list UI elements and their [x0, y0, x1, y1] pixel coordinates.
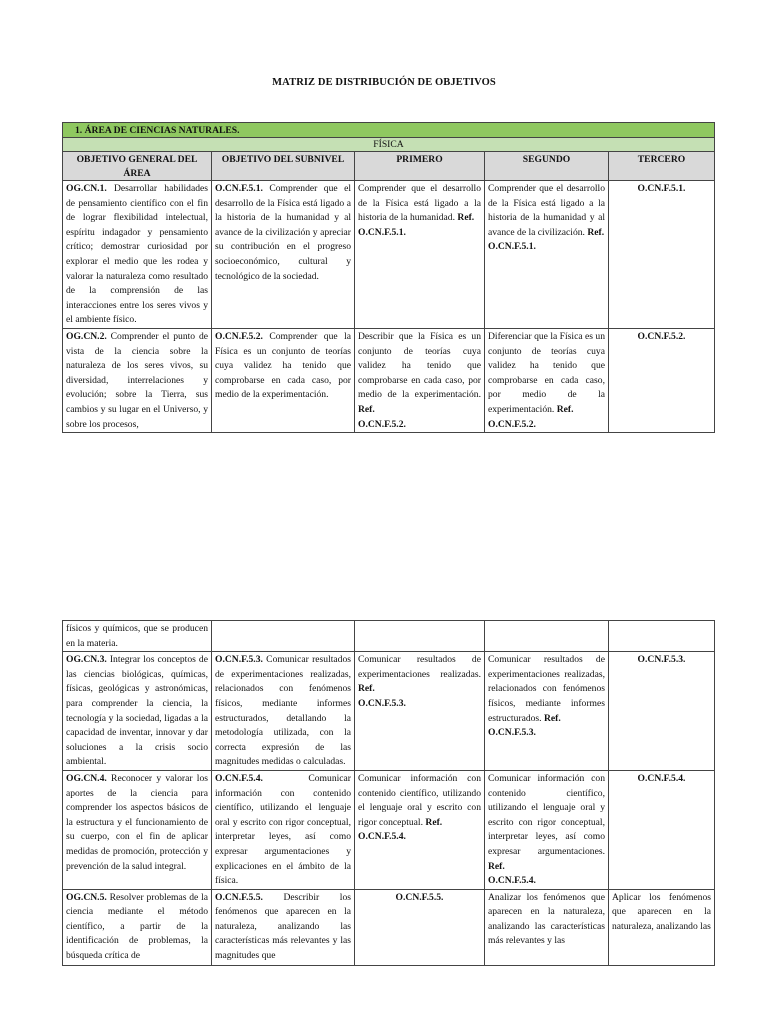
header-segundo: SEGUNDO: [485, 152, 609, 181]
general-objective-cell: OG.CN.3. Integrar los conceptos de las ciencias biológicas, químicas, físicas, geológicas y astronómicas, para comprender la ciencia, la tecnología y la sociedad, ligadas a la capacidad de inventar, innovar y dar soluciones a la crisis socio ambiental.: [63, 652, 212, 771]
subnivel-objective-cell: O.CN.F.5.1. Comprender que el desarrollo de la Física está ligado a la historia de la humanidad y al avance de la civilización y apreciar su contribución en el progreso socioeconómico, cultural y tecnológico de la sociedad.: [212, 181, 355, 329]
objective-code: OG.CN.4.: [66, 772, 107, 784]
header-primero: PRIMERO: [355, 152, 485, 181]
objective-code: O.CN.F.5.2.: [215, 330, 263, 342]
table-row: [63, 621, 715, 652]
subject-title: FÍSICA: [63, 138, 715, 152]
header-row: [63, 152, 715, 181]
segundo-cell: [485, 621, 609, 652]
table-row: [63, 889, 715, 965]
header-tercero: TERCERO: [609, 152, 715, 181]
objective-code: O.CN.F.5.4.: [215, 772, 263, 784]
primero-cell: [355, 621, 485, 652]
table-row: [63, 181, 715, 329]
subnivel-objective-cell: O.CN.F.5.2. Comprender que la Física es un conjunto de teorías cuya validez ha tenido que comprobarse en cada caso, por medio de la experimentación.: [212, 328, 355, 432]
objective-code: OG.CN.2.: [66, 330, 107, 342]
segundo-cell: Diferenciar que la Física es un conjunto de teorías cuya validez ha tenido que comprobarse en cada caso, por medio de la experimentación. Ref. O.CN.F.5.2.: [485, 328, 609, 432]
objectives-matrix-table: [62, 122, 715, 433]
tercero-cell: O.CN.F.5.1.: [609, 181, 715, 329]
tercero-cell: O.CN.F.5.4.: [609, 770, 715, 889]
primero-cell: O.CN.F.5.5.: [355, 889, 485, 965]
general-objective-cell: OG.CN.4. Reconocer y valorar los aportes de la ciencia para comprender los aspectos básicos de la estructura y el funcionamiento de su cuerpo, con el fin de aplicar medidas de promoción, protección y prevención de la salud integral.: [63, 770, 212, 889]
objective-code: OG.CN.3.: [66, 654, 107, 666]
primero-cell: Comunicar información con contenido científico, utilizando el lenguaje oral y escrito con rigor conceptual. Ref. O.CN.F.5.4.: [355, 770, 485, 889]
subnivel-objective-cell: O.CN.F.5.5. Describir los fenómenos que aparecen en la naturaleza, analizando las características más relevantes y las magnitudes que: [212, 889, 355, 965]
primero-cell: Describir que la Física es un conjunto de teorías cuya validez ha tenido que comprobarse en cada caso, por medio de la experimentación. Ref. O.CN.F.5.2.: [355, 328, 485, 432]
segundo-cell: Comprender que el desarrollo de la Física está ligado a la historia de la humanidad y al avance de la civilización. Ref. O.CN.F.5.1.: [485, 181, 609, 329]
general-objective-cell: físicos y químicos, que se producen en la materia.: [63, 621, 212, 652]
subnivel-objective-cell: O.CN.F.5.3. Comunicar resultados de experimentaciones realizadas, relacionados con fenómenos físicos, mediante informes estructurados, detallando la metodología utilizada, con la correcta expresión de las magnitudes medidas o calculadas.: [212, 652, 355, 771]
tercero-cell: [609, 621, 715, 652]
objective-code: OG.CN.5.: [66, 891, 107, 903]
segundo-cell: Comunicar resultados de experimentaciones realizadas, relacionados con fenómenos físicos, mediante informes estructurados. Ref. O.CN.F.5.3.: [485, 652, 609, 771]
segundo-cell: Comunicar información con contenido científico, utilizando el lenguaje oral y escrito con rigor conceptual, interpretar leyes, así como expresar argumentaciones. Ref. O.CN.F.5.4.: [485, 770, 609, 889]
objective-code: O.CN.F.5.5.: [215, 891, 263, 903]
primero-cell: Comprender que el desarrollo de la Física está ligado a la historia de la humanidad. Ref. O.CN.F.5.1.: [355, 181, 485, 329]
tercero-cell: O.CN.F.5.2.: [609, 328, 715, 432]
objectives-matrix-table-continued: [62, 620, 715, 966]
general-objective-cell: OG.CN.2. Comprender el punto de vista de la ciencia sobre la naturaleza de los seres vivos, su diversidad, interrelaciones y evolución; sobre la Tierra, sus cambios y su lugar en el Universo, y sobre los procesos,: [63, 328, 212, 432]
general-objective-cell: OG.CN.5. Resolver problemas de la ciencia mediante el método científico, a partir de la identificación de problemas, la búsqueda crítica de: [63, 889, 212, 965]
tercero-cell: O.CN.F.5.3.: [609, 652, 715, 771]
subject-row: [63, 138, 715, 152]
header-general: OBJETIVO GENERAL DEL ÁREA: [63, 152, 212, 181]
area-row: [63, 123, 715, 138]
table-row: [63, 652, 715, 771]
objective-code: O.CN.F.5.3.: [215, 654, 263, 666]
tercero-cell: Aplicar los fenómenos que aparecen en la naturaleza, analizando las: [609, 889, 715, 965]
page-title: MATRIZ DE DISTRIBUCIÓN DE OBJETIVOS: [272, 77, 496, 88]
table-row: [63, 328, 715, 432]
subnivel-objective-cell: O.CN.F.5.4. Comunicar información con contenido científico, utilizando el lenguaje oral y escrito con rigor conceptual, interpretar leyes, así como expresar argumentaciones y explicaciones en el ámbito de la física.: [212, 770, 355, 889]
area-title: 1. ÁREA DE CIENCIAS NATURALES.: [63, 123, 715, 138]
objective-code: OG.CN.1.: [66, 183, 107, 194]
header-subnivel: OBJETIVO DEL SUBNIVEL: [212, 152, 355, 181]
general-objective-cell: OG.CN.1. Desarrollar habilidades de pensamiento científico con el fin de lograr flexibilidad intelectual, espíritu indagador y pensamiento crítico; demostrar curiosidad por explorar el medio que les rodea y valorar la naturaleza como resultado de la comprensión de las interacciones entre los seres vivos y el ambiente físico.: [63, 181, 212, 329]
primero-cell: Comunicar resultados de experimentaciones realizadas. Ref. O.CN.F.5.3.: [355, 652, 485, 771]
subnivel-objective-cell: [212, 621, 355, 652]
table-row: [63, 770, 715, 889]
segundo-cell: Analizar los fenómenos que aparecen en la naturaleza, analizando las características más relevantes y las: [485, 889, 609, 965]
objective-code: O.CN.F.5.1.: [215, 183, 263, 194]
